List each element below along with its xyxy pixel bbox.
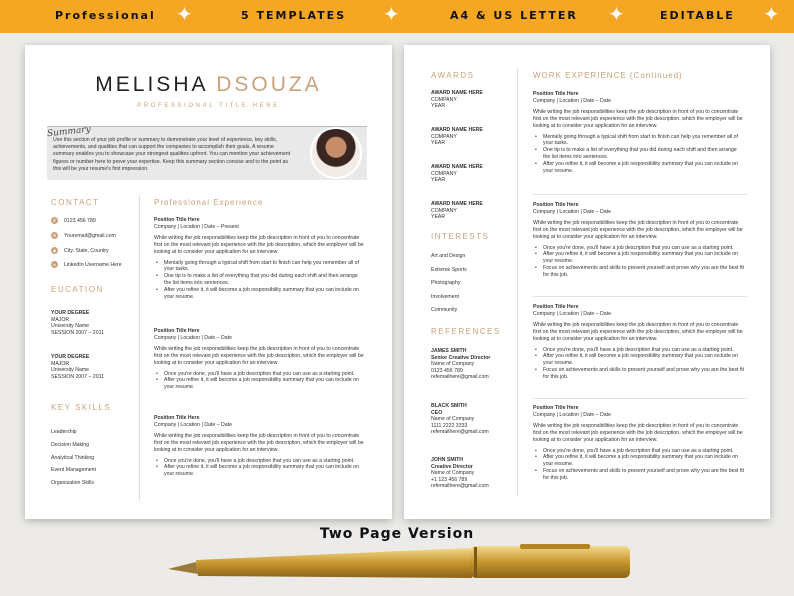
job-bullet: • After you refine it, it will become a job responsibility summary that you can include on your resume. — [154, 287, 366, 301]
job-bullet: • Once you're done, you'll have a job description that you can use as a starting point. — [533, 245, 745, 252]
education-entry: YOUR DEGREE MAJOR University Name SESSION 2007 – 2011 — [51, 354, 104, 380]
job-description: While writing the job responsibilities keep the job description in front of you to concentrate first on the most relevant job experience with the job description, which the employer will be looking at to consider your application for an interview. — [533, 321, 743, 342]
banner-label-format: A4 & US LETTER — [450, 9, 578, 22]
reference-entry: JAMES SMITH Senior Creative Director Name of Company 0123 456 789 refemailhere@gmail.com — [431, 348, 491, 381]
pen-band — [474, 547, 477, 577]
contact-item: ✆ 0123 456 789 — [52, 217, 96, 224]
contact-item: ◉ City, State, Country — [52, 247, 109, 254]
skill-item: Event Management — [51, 467, 96, 473]
skill-item: Leadership — [51, 429, 77, 435]
job-bullet: • After you refine it, it will become a job responsibility summary that you can include on your resume. — [533, 454, 745, 468]
work-experience-heading: WORK EXPERIENCE (Continued) — [533, 71, 683, 80]
education-entry: YOUR DEGREE MAJOR University Name SESSION 2007 – 2011 — [51, 310, 104, 336]
job-meta: Company | Location | Date – Date — [533, 310, 611, 317]
linkedin-icon: in — [52, 262, 57, 267]
reference-entry: BLACK SMITH CEO Name of Company 1111 2222 3333 refemailhere@gmail.com — [431, 403, 489, 436]
job-title: Position Title Here — [533, 91, 579, 97]
interest-item: Art and Design — [431, 253, 466, 259]
job-title: Position Title Here — [154, 217, 200, 223]
sparkle-icon: ✦ — [608, 4, 625, 26]
job-bullet: • One tip is to make a list of everything that you did during each shift and then arrange the list items into sentences. — [154, 273, 366, 287]
job-description: While writing the job responsibilities keep the job description in front of you to concentrate first on the most relevant job experience with the job description, which the employer will be looking at to consider your application for an interview. — [154, 345, 364, 366]
job-bullet: • Mentally going through a typical shift from start to finish can help you remember all of your tasks. — [533, 134, 745, 148]
job-title: Position Title Here — [533, 405, 579, 411]
job-title: Position Title Here — [154, 328, 200, 334]
email-icon: ✉ — [52, 233, 57, 238]
phone-icon: ✆ — [52, 218, 57, 223]
job-bullet: • After you refine it, it will become a job responsibility summary that you can include on your resume. — [533, 353, 745, 367]
interest-item: Involvement — [431, 294, 459, 300]
job-meta: Company | Location | Date – Date — [533, 208, 611, 215]
job-bullet: • After you refine it, it will become a job responsibility summary that you can include on your resume. — [533, 161, 745, 175]
award-entry: AWARD NAME HERE COMPANY YEAR — [431, 127, 483, 147]
pen-clip — [520, 544, 590, 549]
job-description: While writing the job responsibilities keep the job description in front of you to concentrate first on the most relevant job experience with the job description, which the employer will be looking at to consider your application for an interview. — [154, 432, 364, 453]
reference-entry: JOHN SMITH Creative Director Name of Company +1 123 456 789 refemailhere@gmail.com — [431, 457, 489, 490]
job-bullet: • After you refine it, it will become a job responsibility summary that you can include on your resume. — [154, 464, 366, 478]
award-entry: AWARD NAME HERE COMPANY YEAR — [431, 201, 483, 221]
contact-item: ✉ Youremail@gmail.com — [52, 232, 116, 239]
professional-title: PROFESSIONAL TITLE HERE — [137, 103, 280, 109]
banner-label-templates: 5 TEMPLATES — [241, 9, 347, 22]
contact-heading: CONTACT — [51, 198, 100, 207]
interest-item: Photography — [431, 280, 461, 286]
interests-heading: INTERESTS — [431, 232, 490, 241]
interest-item: Community — [431, 307, 458, 313]
job-bullet: • After you refine it, it will become a job responsibility summary that you can include on your resume. — [533, 251, 745, 265]
job-meta: Company | Location | Date – Date — [533, 411, 611, 418]
award-entry: AWARD NAME HERE COMPANY YEAR — [431, 164, 483, 184]
summary-heading: Summary — [46, 124, 92, 140]
job-meta: Company | Location | Date – Date — [533, 97, 611, 104]
first-name: MELISHA — [95, 73, 208, 96]
pen-cap — [470, 546, 630, 578]
job-title: Position Title Here — [533, 202, 579, 208]
references-heading: REFERENCES — [431, 327, 501, 336]
job-description: While writing the job responsibilities keep the job description in front of you to concentrate first on the most relevant job experience with the job description, which the employer will be looking at to consider your application for an interview. — [533, 422, 743, 443]
job-description: While writing the job responsibilities keep the job description in front of you to concentrate first on the most relevant job experience with the job description, which the employer will be looking at to consider your application for an interview. — [533, 108, 743, 129]
summary-text: Use this section of your job profile or summary to demonstrate your level of experience, key skills, achievements, and qualities that can support the companies to accomplish their goals. A resume summary enables you to showcase your strongest qualities upfront. You can mention your achievement figures or number here to prove your expertise. Keep this summary section concise and to the point as this will be your resume's first impression. — [53, 137, 291, 172]
pen-body — [196, 548, 472, 578]
skill-item: Decision Making — [51, 442, 90, 448]
education-heading: EUCATION — [51, 285, 104, 294]
skills-heading: KEY SKILLS — [51, 403, 112, 412]
job-bullet: • Once you're done, you'll have a job description that you can use as a starting point. — [533, 448, 745, 455]
job-bullet: • Once you're done, you'll have a job description that you can use as a starting point. — [154, 371, 366, 378]
job-title: Position Title Here — [154, 415, 200, 421]
banner-label-professional: Professional — [55, 9, 156, 22]
job-description: While writing the job responsibilities keep the job description in front of you to concentrate first on the most relevant job experience with the job description, which the employer will be looking at to consider your application for an interview. — [533, 219, 743, 240]
contact-item: in LinkedIn Username Here — [52, 261, 122, 268]
job-bullet: • Once you're done, you'll have a job description that you can use as a starting point. — [154, 458, 366, 465]
pen-tip — [168, 562, 198, 574]
job-bullet: • After you refine it, it will become a job responsibility summary that you can include on your resume. — [154, 377, 366, 391]
job-title: Position Title Here — [533, 304, 579, 310]
job-bullet: • Once you're done, you'll have a job description that you can use as a starting point. — [533, 347, 745, 354]
sparkle-icon: ✦ — [176, 4, 193, 26]
interest-item: Extreme Sports — [431, 267, 467, 273]
awards-heading: AWARDS — [431, 71, 475, 80]
job-bullet: • One tip is to make a list of everything that you did during each shift and then arrange the list items into sentences. — [533, 147, 745, 161]
two-page-caption: Two Page Version — [319, 526, 475, 542]
sparkle-icon: ✦ — [763, 4, 780, 26]
job-description: While writing the job responsibilities keep the job description in front of you to concentrate first on the most relevant job experience with the job description, which the employer will be looking at to consider your application for an interview. — [154, 234, 364, 255]
experience-heading: Professional Experience — [154, 198, 264, 207]
job-meta: Company | Location | Date – Date — [154, 334, 232, 341]
skill-item: Organization Skills — [51, 480, 94, 486]
last-name: DSOUZA — [216, 73, 322, 96]
job-meta: Company | Location | Date – Date — [154, 421, 232, 428]
sparkle-icon: ✦ — [383, 4, 400, 26]
location-icon: ◉ — [52, 248, 57, 253]
job-meta: Company | Location | Date – Present — [154, 223, 239, 230]
job-bullet: • Mentally going through a typical shift from start to finish can help you remember all of your tasks. — [154, 260, 366, 274]
skill-item: Analytical Thinking — [51, 455, 95, 461]
banner-label-editable: EDITABLE — [660, 9, 735, 22]
award-entry: AWARD NAME HERE COMPANY YEAR — [431, 90, 483, 110]
job-bullet: • Focus on achievements and skills to present yourself and prove why you are the best fit for this job. — [533, 468, 745, 482]
job-bullet: • Focus on achievements and skills to present yourself and prove why you are the best fit for this job. — [533, 367, 745, 381]
job-bullet: • Focus on achievements and skills to present yourself and prove why you are the best fit for this job. — [533, 265, 745, 279]
